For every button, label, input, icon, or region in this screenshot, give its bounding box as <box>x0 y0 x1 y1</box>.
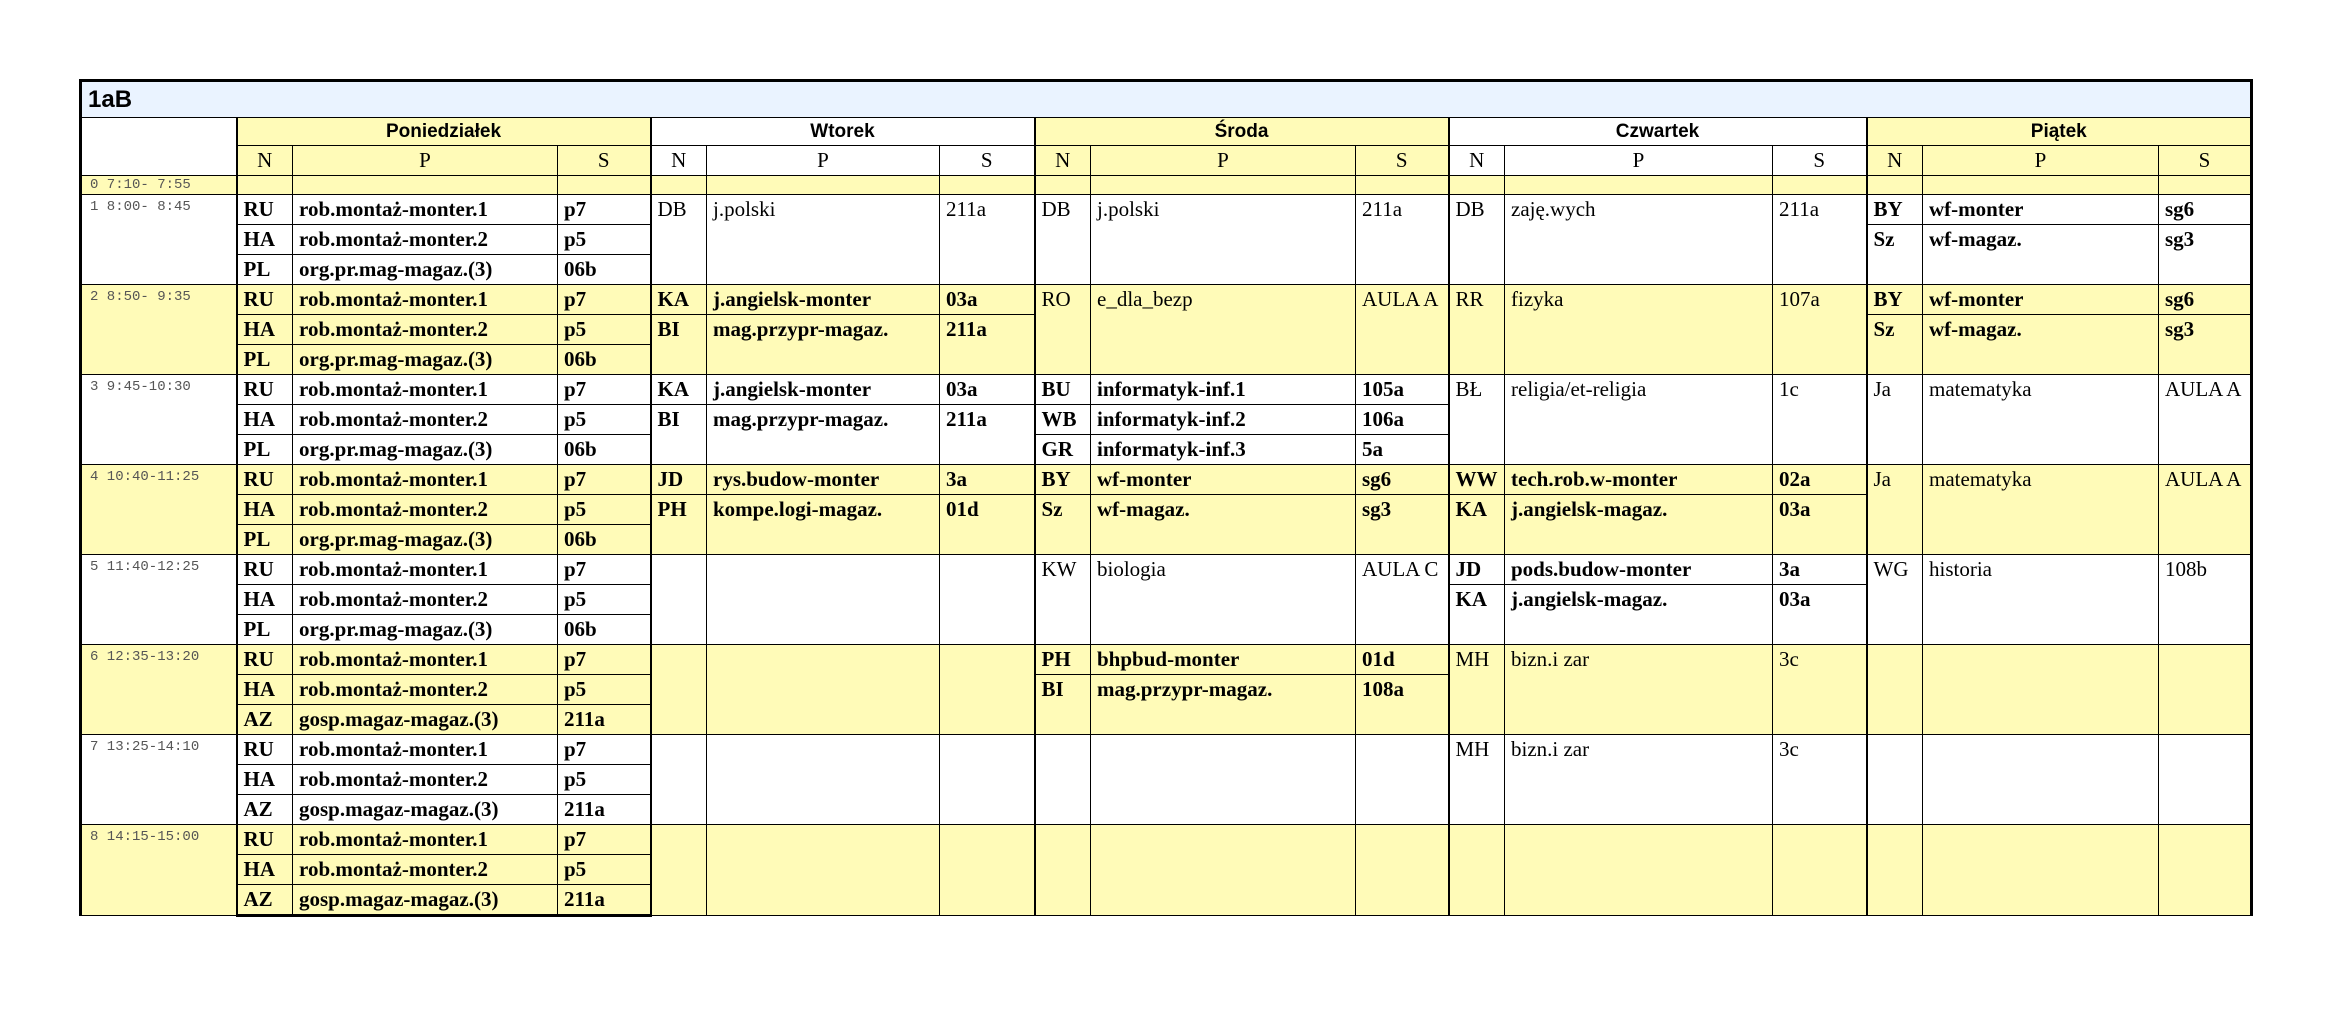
column-header-p: P <box>707 146 940 176</box>
lesson-room: 3a <box>1773 555 1867 585</box>
lesson-subject: wf-monter <box>1923 195 2159 225</box>
lesson-room <box>1356 735 1449 825</box>
lesson-room: p7 <box>558 375 651 405</box>
lesson-subject: matematyka <box>1923 465 2159 555</box>
lesson-teacher: PL <box>237 255 293 285</box>
lesson-subject: gosp.magaz-magaz.(3) <box>293 885 558 916</box>
lesson-teacher: JD <box>651 465 707 495</box>
lesson-teacher: PL <box>237 615 293 645</box>
column-header-p: P <box>1091 146 1356 176</box>
lesson-teacher <box>1867 645 1923 735</box>
lesson-room <box>940 645 1035 735</box>
lesson-teacher: Ja <box>1867 375 1923 465</box>
lesson-subject: org.pr.mag-magaz.(3) <box>293 435 558 465</box>
lesson-teacher: PL <box>237 435 293 465</box>
lesson-room <box>1773 176 1867 195</box>
lesson-subject: tech.rob.w-monter <box>1505 465 1773 495</box>
lesson-teacher: Sz <box>1035 495 1091 525</box>
class-title: 1aB <box>81 81 2252 118</box>
empty-cell <box>1867 255 1923 285</box>
lesson-room: sg3 <box>2159 315 2252 345</box>
column-header-p: P <box>1505 146 1773 176</box>
lesson-subject: rob.montaż-monter.2 <box>293 585 558 615</box>
lesson-subject: historia <box>1923 555 2159 645</box>
day-header-3: Czwartek <box>1449 118 1867 146</box>
lesson-subject: pods.budow-monter <box>1505 555 1773 585</box>
lesson-teacher <box>1449 825 1505 916</box>
lesson-subject: mag.przypr-magaz. <box>1091 675 1356 705</box>
lesson-room: 107a <box>1773 285 1867 375</box>
lesson-room: 06b <box>558 435 651 465</box>
lesson-teacher: HA <box>237 315 293 345</box>
lesson-subject: rob.montaż-monter.1 <box>293 645 558 675</box>
lesson-teacher: MH <box>1449 645 1505 735</box>
lesson-teacher: KA <box>651 285 707 315</box>
lesson-subject: rob.montaż-monter.2 <box>293 765 558 795</box>
lesson-teacher <box>1449 176 1505 195</box>
lesson-subject: org.pr.mag-magaz.(3) <box>293 345 558 375</box>
lesson-room <box>2159 825 2252 916</box>
period-row <box>81 285 2252 315</box>
period-row <box>81 375 2252 405</box>
lesson-subject: rob.montaż-monter.1 <box>293 375 558 405</box>
lesson-subject: rys.budow-monter <box>707 465 940 495</box>
lesson-teacher: RU <box>237 195 293 225</box>
lesson-room: p5 <box>558 315 651 345</box>
lesson-room: 06b <box>558 525 651 555</box>
lesson-teacher: Sz <box>1867 225 1923 255</box>
lesson-teacher: BY <box>1035 465 1091 495</box>
lesson-subject <box>1091 735 1356 825</box>
lesson-room: 108a <box>1356 675 1449 705</box>
lesson-subject <box>1091 825 1356 916</box>
period-label: 4 10:40-11:25 <box>81 465 237 555</box>
empty-cell <box>1091 705 1356 735</box>
lesson-room: 03a <box>940 285 1035 315</box>
lesson-teacher: RU <box>237 555 293 585</box>
lesson-room: sg3 <box>1356 495 1449 525</box>
empty-cell <box>1035 525 1091 555</box>
column-header-n: N <box>1867 146 1923 176</box>
header-corner <box>81 118 237 176</box>
lesson-room <box>2159 645 2252 735</box>
lesson-room: 1c <box>1773 375 1867 465</box>
lesson-room: sg3 <box>2159 225 2252 255</box>
lesson-room: 01d <box>1356 645 1449 675</box>
lesson-subject: org.pr.mag-magaz.(3) <box>293 255 558 285</box>
lesson-subject <box>1923 825 2159 916</box>
period-label: 1 8:00- 8:45 <box>81 195 237 285</box>
lesson-subject: bizn.i zar <box>1505 645 1773 735</box>
lesson-teacher: RU <box>237 285 293 315</box>
period-row <box>81 555 2252 585</box>
lesson-subject: j.polski <box>1091 195 1356 285</box>
lesson-subject <box>1091 176 1356 195</box>
lesson-subject <box>707 645 940 735</box>
lesson-subject: informatyk-inf.1 <box>1091 375 1356 405</box>
lesson-subject: j.angielsk-magaz. <box>1505 585 1773 615</box>
day-header-row <box>81 118 2252 146</box>
lesson-teacher: PH <box>1035 645 1091 675</box>
lesson-subject: wf-monter <box>1091 465 1356 495</box>
lesson-room: p5 <box>558 765 651 795</box>
empty-cell <box>1505 525 1773 555</box>
day-header-0: Poniedziałek <box>237 118 651 146</box>
lesson-subject: mag.przypr-magaz. <box>707 405 940 435</box>
lesson-subject: rob.montaż-monter.2 <box>293 855 558 885</box>
lesson-room <box>1356 176 1449 195</box>
column-header-p: P <box>1923 146 2159 176</box>
lesson-teacher: BY <box>1867 285 1923 315</box>
lesson-teacher: WB <box>1035 405 1091 435</box>
empty-cell <box>707 345 940 375</box>
lesson-room: p7 <box>558 555 651 585</box>
period-label: 8 14:15-15:00 <box>81 825 237 916</box>
column-header-n: N <box>1035 146 1091 176</box>
period-label: 2 8:50- 9:35 <box>81 285 237 375</box>
lesson-subject: rob.montaż-monter.1 <box>293 465 558 495</box>
lesson-room <box>1773 825 1867 916</box>
lesson-subject: j.angielsk-monter <box>707 285 940 315</box>
lesson-room <box>1356 825 1449 916</box>
lesson-subject <box>707 825 940 916</box>
lesson-room: 105a <box>1356 375 1449 405</box>
period-label: 5 11:40-12:25 <box>81 555 237 645</box>
lesson-teacher: HA <box>237 225 293 255</box>
empty-cell <box>1505 615 1773 645</box>
lesson-room: 211a <box>1773 195 1867 285</box>
lesson-subject: wf-magaz. <box>1091 495 1356 525</box>
lesson-subject <box>1505 825 1773 916</box>
lesson-subject: kompe.logi-magaz. <box>707 495 940 525</box>
lesson-teacher <box>1867 825 1923 916</box>
lesson-room: sg6 <box>2159 285 2252 315</box>
lesson-room: p5 <box>558 225 651 255</box>
period-label: 7 13:25-14:10 <box>81 735 237 825</box>
lesson-room <box>940 825 1035 916</box>
empty-cell <box>1091 525 1356 555</box>
lesson-teacher: RU <box>237 645 293 675</box>
lesson-teacher: BY <box>1867 195 1923 225</box>
lesson-teacher: HA <box>237 495 293 525</box>
lesson-subject: bhpbud-monter <box>1091 645 1356 675</box>
lesson-room: 01d <box>940 495 1035 525</box>
column-header-row <box>81 146 2252 176</box>
lesson-teacher: WG <box>1867 555 1923 645</box>
lesson-teacher: AZ <box>237 705 293 735</box>
lesson-subject: j.angielsk-magaz. <box>1505 495 1773 525</box>
lesson-teacher: DB <box>651 195 707 285</box>
lesson-teacher: Sz <box>1867 315 1923 345</box>
lesson-subject: rob.montaż-monter.1 <box>293 195 558 225</box>
lesson-room <box>940 555 1035 645</box>
column-header-s: S <box>1356 146 1449 176</box>
lesson-room: 06b <box>558 255 651 285</box>
lesson-room: AULA A <box>2159 375 2252 465</box>
lesson-teacher: AZ <box>237 885 293 916</box>
day-header-2: Środa <box>1035 118 1449 146</box>
period-row <box>81 465 2252 495</box>
lesson-subject: e_dla_bezp <box>1091 285 1356 375</box>
lesson-room: 5a <box>1356 435 1449 465</box>
lesson-room: 02a <box>1773 465 1867 495</box>
period-row <box>81 735 2252 765</box>
lesson-teacher: BI <box>651 315 707 345</box>
period-label: 3 9:45-10:30 <box>81 375 237 465</box>
period-row <box>81 195 2252 225</box>
lesson-teacher: RR <box>1449 285 1505 375</box>
empty-cell <box>707 525 940 555</box>
lesson-teacher: HA <box>237 855 293 885</box>
lesson-subject <box>1923 645 2159 735</box>
lesson-room: 03a <box>940 375 1035 405</box>
lesson-room <box>2159 735 2252 825</box>
lesson-teacher <box>651 555 707 645</box>
lesson-room: 06b <box>558 615 651 645</box>
lesson-subject: gosp.magaz-magaz.(3) <box>293 705 558 735</box>
lesson-teacher: WW <box>1449 465 1505 495</box>
lesson-teacher: RU <box>237 735 293 765</box>
lesson-room <box>940 176 1035 195</box>
lesson-subject: zaję.wych <box>1505 195 1773 285</box>
lesson-room: 108b <box>2159 555 2252 645</box>
empty-cell <box>1449 615 1505 645</box>
period-label: 6 12:35-13:20 <box>81 645 237 735</box>
lesson-room: 3c <box>1773 735 1867 825</box>
lesson-teacher <box>651 735 707 825</box>
lesson-subject <box>707 555 940 645</box>
timetable <box>79 79 2253 917</box>
empty-cell <box>651 525 707 555</box>
lesson-subject: informatyk-inf.3 <box>1091 435 1356 465</box>
lesson-room: p7 <box>558 195 651 225</box>
column-header-n: N <box>1449 146 1505 176</box>
empty-cell <box>940 345 1035 375</box>
period-row <box>81 825 2252 855</box>
lesson-teacher <box>651 176 707 195</box>
lesson-subject <box>1505 176 1773 195</box>
lesson-teacher: HA <box>237 675 293 705</box>
lesson-room: 211a <box>940 315 1035 345</box>
lesson-teacher: RO <box>1035 285 1091 375</box>
lesson-subject: wf-magaz. <box>1923 225 2159 255</box>
lesson-teacher: PH <box>651 495 707 525</box>
empty-cell <box>651 435 707 465</box>
lesson-subject <box>293 176 558 195</box>
lesson-room: 211a <box>558 705 651 735</box>
lesson-room: AULA A <box>2159 465 2252 555</box>
lesson-subject: religia/et-religia <box>1505 375 1773 465</box>
lesson-teacher: KA <box>1449 585 1505 615</box>
lesson-subject: bizn.i zar <box>1505 735 1773 825</box>
lesson-teacher <box>1867 735 1923 825</box>
lesson-teacher: HA <box>237 765 293 795</box>
lesson-room: AULA C <box>1356 555 1449 645</box>
lesson-subject: wf-monter <box>1923 285 2159 315</box>
lesson-teacher: DB <box>1449 195 1505 285</box>
lesson-teacher: BU <box>1035 375 1091 405</box>
column-header-n: N <box>237 146 293 176</box>
lesson-teacher: PL <box>237 345 293 375</box>
empty-cell <box>1773 615 1867 645</box>
lesson-subject: informatyk-inf.2 <box>1091 405 1356 435</box>
lesson-room: 3c <box>1773 645 1867 735</box>
lesson-room: AULA A <box>1356 285 1449 375</box>
empty-cell <box>2159 345 2252 375</box>
lesson-room: p7 <box>558 825 651 855</box>
lesson-subject <box>1923 176 2159 195</box>
lesson-subject: rob.montaż-monter.1 <box>293 735 558 765</box>
lesson-subject <box>707 176 940 195</box>
lesson-subject <box>1923 735 2159 825</box>
lesson-teacher <box>237 176 293 195</box>
lesson-teacher: PL <box>237 525 293 555</box>
lesson-room: 106a <box>1356 405 1449 435</box>
lesson-teacher: Ja <box>1867 465 1923 555</box>
lesson-teacher: HA <box>237 585 293 615</box>
lesson-subject: org.pr.mag-magaz.(3) <box>293 525 558 555</box>
empty-cell <box>1867 345 1923 375</box>
lesson-subject: fizyka <box>1505 285 1773 375</box>
empty-cell <box>1035 705 1091 735</box>
lesson-subject: rob.montaż-monter.2 <box>293 675 558 705</box>
lesson-subject: rob.montaż-monter.1 <box>293 825 558 855</box>
lesson-room <box>558 176 651 195</box>
lesson-room: p7 <box>558 465 651 495</box>
empty-cell <box>1923 345 2159 375</box>
empty-cell <box>1356 525 1449 555</box>
lesson-room: 211a <box>558 795 651 825</box>
lesson-room: p5 <box>558 495 651 525</box>
lesson-teacher: RU <box>237 465 293 495</box>
empty-cell <box>1356 705 1449 735</box>
lesson-teacher: BI <box>1035 675 1091 705</box>
lesson-teacher: HA <box>237 405 293 435</box>
lesson-teacher: DB <box>1035 195 1091 285</box>
lesson-teacher <box>651 645 707 735</box>
lesson-teacher: KW <box>1035 555 1091 645</box>
lesson-subject <box>707 735 940 825</box>
lesson-room: 3a <box>940 465 1035 495</box>
lesson-teacher: MH <box>1449 735 1505 825</box>
lesson-room <box>940 735 1035 825</box>
lesson-subject: rob.montaż-monter.1 <box>293 555 558 585</box>
column-header-n: N <box>651 146 707 176</box>
lesson-room: p5 <box>558 855 651 885</box>
lesson-teacher: KA <box>1449 495 1505 525</box>
lesson-teacher <box>1035 176 1091 195</box>
lesson-subject: rob.montaż-monter.2 <box>293 495 558 525</box>
lesson-subject: mag.przypr-magaz. <box>707 315 940 345</box>
lesson-room: p7 <box>558 285 651 315</box>
lesson-subject: rob.montaż-monter.2 <box>293 315 558 345</box>
lesson-room <box>2159 176 2252 195</box>
lesson-room: 06b <box>558 345 651 375</box>
lesson-teacher <box>651 825 707 916</box>
lesson-subject: rob.montaż-monter.2 <box>293 225 558 255</box>
lesson-subject: matematyka <box>1923 375 2159 465</box>
period-row <box>81 176 2252 195</box>
lesson-room: p5 <box>558 675 651 705</box>
lesson-subject: rob.montaż-monter.2 <box>293 405 558 435</box>
empty-cell <box>1923 255 2159 285</box>
lesson-teacher: BI <box>651 405 707 435</box>
lesson-teacher: RU <box>237 375 293 405</box>
lesson-room: p7 <box>558 735 651 765</box>
lesson-room: p5 <box>558 585 651 615</box>
lesson-room: 211a <box>940 195 1035 285</box>
period-row <box>81 645 2252 675</box>
lesson-room: 03a <box>1773 585 1867 615</box>
column-header-s: S <box>558 146 651 176</box>
lesson-subject: rob.montaż-monter.1 <box>293 285 558 315</box>
empty-cell <box>1449 525 1505 555</box>
empty-cell <box>707 435 940 465</box>
column-header-s: S <box>940 146 1035 176</box>
lesson-subject: j.angielsk-monter <box>707 375 940 405</box>
empty-cell <box>1773 525 1867 555</box>
lesson-teacher: AZ <box>237 795 293 825</box>
lesson-subject: biologia <box>1091 555 1356 645</box>
column-header-p: P <box>293 146 558 176</box>
lesson-teacher: JD <box>1449 555 1505 585</box>
lesson-room: sg6 <box>1356 465 1449 495</box>
empty-cell <box>940 525 1035 555</box>
lesson-room: 211a <box>940 405 1035 435</box>
lesson-room: sg6 <box>2159 195 2252 225</box>
lesson-subject: gosp.magaz-magaz.(3) <box>293 795 558 825</box>
lesson-room: p7 <box>558 645 651 675</box>
lesson-teacher <box>1035 825 1091 916</box>
lesson-teacher: GR <box>1035 435 1091 465</box>
lesson-teacher: RU <box>237 825 293 855</box>
empty-cell <box>2159 255 2252 285</box>
lesson-teacher: KA <box>651 375 707 405</box>
empty-cell <box>651 345 707 375</box>
lesson-teacher <box>1035 735 1091 825</box>
lesson-room: p5 <box>558 405 651 435</box>
period-label: 0 7:10- 7:55 <box>81 176 237 195</box>
empty-cell <box>940 435 1035 465</box>
lesson-teacher: BŁ <box>1449 375 1505 465</box>
lesson-teacher <box>1867 176 1923 195</box>
lesson-room: 211a <box>558 885 651 916</box>
lesson-subject: j.polski <box>707 195 940 285</box>
lesson-subject: org.pr.mag-magaz.(3) <box>293 615 558 645</box>
column-header-s: S <box>2159 146 2252 176</box>
day-header-4: Piątek <box>1867 118 2252 146</box>
lesson-room: 211a <box>1356 195 1449 285</box>
lesson-subject: wf-magaz. <box>1923 315 2159 345</box>
lesson-room: 03a <box>1773 495 1867 525</box>
column-header-s: S <box>1773 146 1867 176</box>
day-header-1: Wtorek <box>651 118 1035 146</box>
